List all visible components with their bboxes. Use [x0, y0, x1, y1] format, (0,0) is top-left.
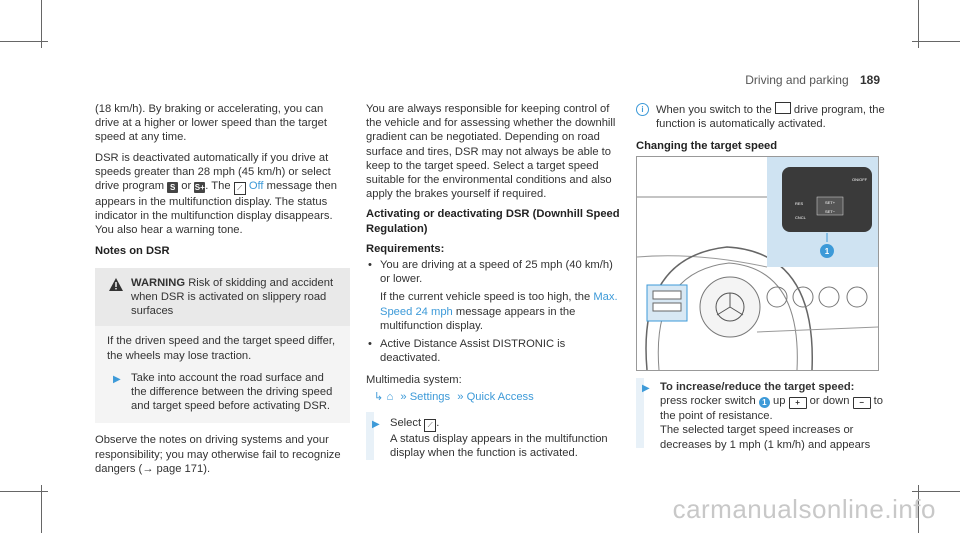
figure-callout: 1 — [824, 247, 830, 256]
action-step: ▶ Select ⟋ . A status display appears in the multifunction display when the function is activated. — [366, 416, 624, 460]
multimedia-label: Multimedia system: — [366, 374, 462, 387]
crop-mark — [0, 491, 48, 492]
paragraph: (18 km/h). By braking or accelerating, you can drive at a higher or lower speed than the target speed at any time. — [95, 103, 327, 144]
crop-mark — [912, 491, 960, 492]
path-arrow-icon: ↳ — [374, 390, 384, 403]
steering-wheel-drawing — [637, 157, 878, 370]
res-label: RES — [795, 201, 804, 206]
set-plus-label: SET+ — [824, 200, 836, 205]
action-arrow-icon: ▶ — [642, 383, 650, 394]
max-speed-message: Max. Speed 24 mph — [380, 291, 618, 318]
action-step — [636, 380, 886, 452]
set-minus-icon: − — [853, 397, 871, 409]
warning-triangle-icon — [109, 278, 123, 291]
list-item: • Active Distance Assist DISTRONIC is deactivated. — [366, 337, 624, 365]
action-text: press rocker switch 1 up + or down − to the point of resistance. The selected target speed increases or decreases by 1 mph (1 km/h) and appears — [660, 395, 884, 451]
list-item: • You are driving at a speed of 25 mph (40 km/h) or lower. If the current vehicle speed is too high, the Max. Speed 24 mph message appears in the multifunction display. — [366, 258, 624, 333]
column-3-action — [636, 380, 886, 452]
path-quick-access: Quick Access — [466, 390, 534, 403]
set-plus-icon: + — [789, 397, 807, 409]
section-title: Driving and parking — [745, 73, 849, 87]
cncl-label: CNCL — [795, 215, 806, 220]
crop-mark — [0, 41, 48, 42]
steering-wheel-illustration — [636, 156, 879, 371]
dsr-icon: ⟋ — [234, 182, 246, 195]
warning-title: WARNING — [131, 276, 186, 289]
dsr-icon: ⟋ — [424, 419, 436, 432]
warning-text: Risk of skidding and accident when DSR is activated on slippery road surfaces — [131, 276, 334, 318]
paragraph: You are always responsible for keeping control of the vehicle and for assessing whether the downhill gradient can be negotiated. Depending on road surface and tires, DSR may not always be able to keep to the target speed. Select a target speed suitable for the environmental conditions and also apply the brakes yourself if required. — [366, 103, 616, 201]
off-message: Off — [248, 180, 264, 193]
page-number: 189 — [859, 73, 880, 87]
crop-mark — [912, 41, 960, 42]
path-chevron-icon: » — [400, 390, 407, 403]
menu-path — [366, 390, 624, 404]
notes-heading: Notes on DSR — [95, 244, 170, 257]
home-icon: ⌂ — [386, 390, 394, 403]
on-off-label: ON/OFF — [852, 177, 868, 182]
set-minus-label: SET− — [824, 209, 836, 214]
requirements-heading: Requirements: — [366, 242, 445, 255]
section-heading: Changing the target speed — [636, 140, 778, 153]
info-icon: i — [636, 103, 649, 116]
watermark: carmanualsonline.info — [672, 494, 936, 524]
crop-mark — [41, 485, 42, 533]
path-chevron-icon: » — [457, 390, 464, 403]
drive-program-s-plus-icon: S+ — [194, 183, 205, 193]
column-2 — [366, 102, 624, 468]
action-title: To increase/reduce the target speed: — [660, 381, 855, 393]
section-heading: Activating or deactivating DSR (Downhill Speed Regulation) — [366, 208, 620, 235]
column-3 — [636, 102, 886, 160]
warning-box — [95, 268, 350, 327]
callout-1-icon: 1 — [759, 397, 770, 408]
info-note: i When you switch to the drive program, the function is automatically activated. — [636, 102, 886, 131]
drive-program-icon — [775, 102, 791, 114]
action-arrow-icon: ▶ — [113, 373, 121, 385]
list-subtext: If the current vehicle speed is too high, the Max. Speed 24 mph message appears in the multifunction display. — [380, 291, 618, 332]
paragraph: DSR is deactivated automatically if you drive at speeds greater than 28 mph (45 km/h) or select drive program S or S+. The ⟋ Off message then appears in the multifunction display. The status indicator in the multifunction display disappears. You also hear a warning tone. — [95, 151, 337, 237]
warning-action: ▶ Take into account the road surface and the difference between the driving speed and target speed before activating DSR. — [113, 371, 333, 413]
action-arrow-icon: ▶ — [372, 418, 380, 430]
page-header — [745, 73, 880, 87]
column-1 — [95, 102, 350, 482]
path-settings: Settings — [409, 390, 451, 403]
drive-program-s-icon: S — [167, 182, 178, 193]
warning-body: If the driven speed and the target speed differ, the wheels may lose traction. ▶ Take into account the road surface and the difference between the driving speed and target speed before activating DSR. — [95, 326, 350, 423]
paragraph: Observe the notes on driving systems and your responsibility; you may otherwise fail to recognize dangers (→ page 171). — [95, 434, 341, 475]
